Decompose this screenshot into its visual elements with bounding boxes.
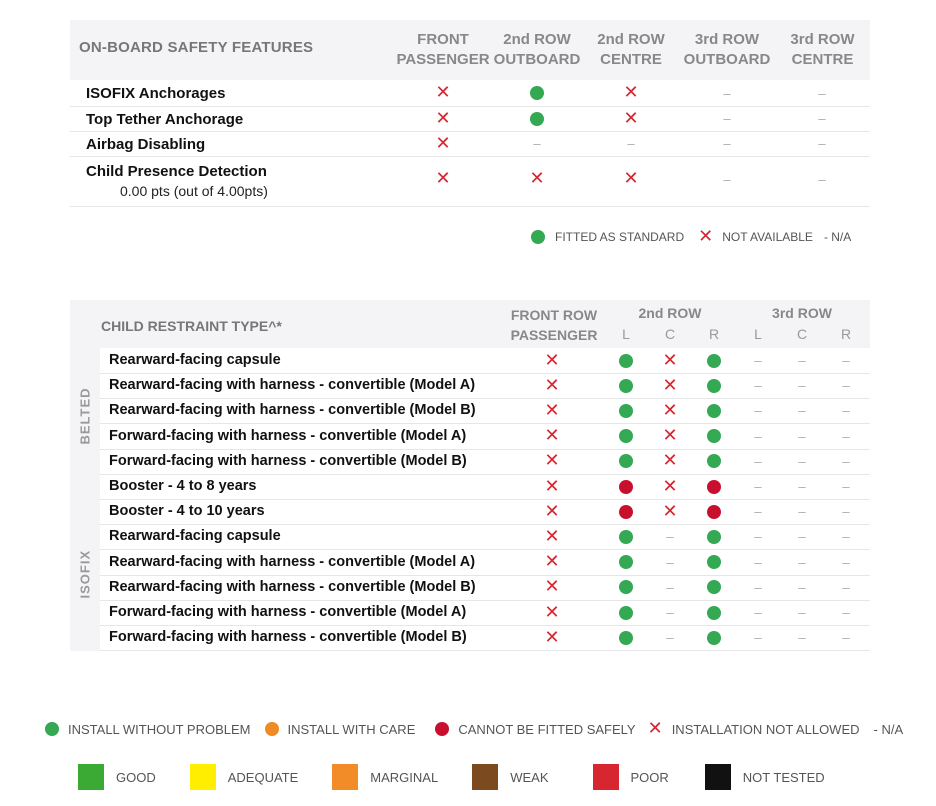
red-x-icon: ✕ (662, 500, 678, 522)
legend-cannot-fit: CANNOT BE FITTED SAFELY (458, 721, 636, 737)
sub-col-3rd-r: R (840, 326, 852, 342)
col-3rd-row: 3rd ROW (772, 305, 832, 321)
dash-icon: – (798, 529, 806, 545)
restraint-row (100, 600, 870, 626)
feature-row (70, 156, 870, 207)
not-tested-swatch (705, 764, 731, 790)
restraint-cell (746, 625, 770, 650)
install-legend (45, 720, 903, 738)
restraint-cell (540, 524, 564, 549)
restraint-label: Rearward-facing with harness - convertible (Model A) (109, 553, 476, 570)
dash-icon: – (842, 403, 850, 419)
dash-icon: – (533, 136, 541, 151)
restraint-cell (790, 499, 814, 524)
rating-weak: WEAK (510, 769, 549, 785)
green-dot-icon (619, 530, 633, 544)
red-x-icon: ✕ (544, 425, 560, 447)
restraint-label: Booster - 4 to 10 years (109, 503, 265, 520)
safety-features-table (70, 20, 870, 206)
restraint-cell (746, 550, 770, 575)
dash-icon: – (754, 428, 762, 444)
weak-swatch (472, 764, 498, 790)
feature-cell (616, 156, 646, 202)
red-x-icon: ✕ (544, 525, 560, 547)
red-x-icon: ✕ (544, 374, 560, 396)
red-x-icon: ✕ (544, 576, 560, 598)
restraint-cell (614, 424, 638, 449)
restraint-cell (834, 575, 858, 600)
green-dot-icon (707, 530, 721, 544)
red-x-icon: ✕ (544, 551, 560, 573)
dash-icon: – (723, 171, 731, 187)
restraint-row (100, 625, 870, 651)
sub-col-2nd-l: L (622, 326, 630, 342)
restraint-cell (790, 424, 814, 449)
restraint-row (100, 424, 870, 450)
feature-cell (712, 80, 742, 106)
feature-label: Top Tether Anchorage (86, 111, 244, 128)
restraint-cell (540, 474, 564, 499)
dash-icon: – (818, 111, 826, 126)
dash-icon: – (723, 85, 731, 101)
restraint-cell (702, 550, 726, 575)
feature-row (70, 131, 870, 157)
red-x-icon: ✕ (544, 450, 560, 472)
green-dot-icon (707, 631, 721, 645)
restraint-cell (702, 373, 726, 398)
green-dot-icon (530, 112, 544, 126)
dash-icon: – (754, 403, 762, 419)
dash-icon: – (666, 529, 674, 545)
features-legend (531, 228, 851, 247)
restraint-cell (540, 373, 564, 398)
dash-icon: – (754, 630, 762, 646)
red-x-icon: ✕ (623, 107, 639, 129)
feature-cell (807, 156, 837, 202)
restraint-cell (790, 625, 814, 650)
green-dot-icon (531, 230, 545, 244)
restraint-cell (834, 625, 858, 650)
red-x-icon: ✕ (662, 425, 678, 447)
feature-cell (616, 106, 646, 131)
restraint-label: Booster - 4 to 8 years (109, 478, 257, 494)
dash-icon: – (798, 403, 806, 419)
restraint-label: Forward-facing with harness - convertible (Model B) (109, 629, 467, 646)
feature-cell (428, 131, 458, 156)
restraint-cell (614, 550, 638, 575)
red-x-icon: ✕ (662, 374, 678, 396)
restraint-cell (746, 424, 770, 449)
restraint-cell (834, 424, 858, 449)
restraint-cell (540, 550, 564, 575)
restraint-row (100, 398, 870, 424)
restraint-cell (746, 499, 770, 524)
restraint-cell (614, 575, 638, 600)
green-dot-icon (619, 555, 633, 569)
red-x-icon: ✕ (529, 168, 545, 189)
restraint-row (100, 499, 870, 525)
col-front-passenger: FRONT PASSENGER (396, 31, 490, 68)
legend-na: - N/A (873, 721, 904, 737)
restraint-cell (540, 348, 564, 373)
restraint-cell (658, 550, 682, 575)
red-dot-icon (707, 480, 721, 494)
restraint-row (100, 575, 870, 601)
restraint-cell (540, 600, 564, 625)
legend-not-available: NOT AVAILABLE (722, 230, 813, 244)
restraint-label: Rearward-facing with harness - convertible (Model A) (109, 377, 476, 394)
red-x-icon: ✕ (698, 226, 714, 247)
restraint-cell (614, 449, 638, 474)
feature-label: ISOFIX Anchorages (86, 85, 226, 102)
sub-col-2nd-c: C (664, 326, 676, 342)
dash-icon: – (666, 605, 674, 620)
red-x-icon: ✕ (435, 132, 451, 154)
restraint-cell (658, 373, 682, 398)
rating-poor: POOR (630, 769, 669, 785)
restraint-cell (614, 474, 638, 499)
green-dot-icon (707, 454, 721, 468)
restraint-cell (702, 524, 726, 549)
feature-cell (428, 156, 458, 202)
feature-label: Airbag Disabling (86, 136, 206, 153)
green-dot-icon (619, 580, 633, 594)
red-dot-icon (619, 505, 633, 519)
group-belted (70, 348, 100, 525)
dash-icon: – (754, 353, 762, 368)
rating-marginal: MARGINAL (370, 769, 439, 785)
restraint-row (100, 550, 870, 576)
restraint-cell (834, 373, 858, 398)
red-x-icon: ✕ (623, 168, 639, 189)
restraint-cell (702, 575, 726, 600)
feature-label: Child Presence Detection (86, 163, 267, 180)
restraint-cell (658, 600, 682, 625)
restraint-cell (658, 575, 682, 600)
restraint-cell (834, 499, 858, 524)
restraint-cell (834, 348, 858, 373)
green-dot-icon (707, 555, 721, 569)
red-x-icon: ✕ (647, 718, 663, 739)
green-dot-icon (707, 580, 721, 594)
restraint-cell (658, 348, 682, 373)
restraint-label: Rearward-facing with harness - convertible (Model B) (109, 578, 476, 595)
green-dot-icon (619, 429, 633, 443)
legend-install-without-problem: INSTALL WITHOUT PROBLEM (68, 721, 251, 737)
green-dot-icon (707, 379, 721, 393)
red-x-icon: ✕ (435, 82, 451, 103)
dash-icon: – (842, 504, 850, 520)
restraint-cell (746, 373, 770, 398)
restraint-cell (614, 600, 638, 625)
feature-cell (522, 156, 552, 202)
dash-icon: – (818, 171, 826, 187)
restraint-cell (658, 474, 682, 499)
group-label-isofix: ISOFIX (77, 549, 93, 599)
dash-icon: – (666, 554, 674, 570)
restraint-cell (614, 524, 638, 549)
green-dot-icon (619, 404, 633, 418)
restraint-cell (540, 424, 564, 449)
restraint-cell (790, 474, 814, 499)
red-x-icon: ✕ (544, 626, 560, 648)
dash-icon: – (754, 504, 762, 520)
feature-row (70, 80, 870, 107)
feature-cell (522, 131, 552, 156)
dash-icon: – (818, 136, 826, 151)
dash-icon: – (798, 479, 806, 494)
dash-icon: – (842, 378, 850, 394)
green-dot-icon (619, 354, 633, 368)
red-x-icon: ✕ (662, 450, 678, 472)
restraint-cell (834, 449, 858, 474)
green-dot-icon (707, 404, 721, 418)
col-3rd-row-outboard: 3rd ROW OUTBOARD (683, 31, 771, 68)
restraint-label: Forward-facing with harness - convertible (Model B) (109, 452, 467, 469)
restraint-cell (614, 373, 638, 398)
col-front-row-passenger: FRONT ROW PASSENGER (510, 307, 598, 343)
restraint-cell (702, 398, 726, 423)
rating-good: GOOD (116, 769, 156, 785)
poor-swatch (593, 764, 619, 790)
restraint-cell (746, 524, 770, 549)
restraint-cell (614, 499, 638, 524)
dash-icon: – (798, 428, 806, 444)
restraint-cell (746, 398, 770, 423)
restraint-cell (658, 398, 682, 423)
dash-icon: – (842, 630, 850, 646)
restraint-cell (658, 625, 682, 650)
sub-col-3rd-l: L (754, 326, 762, 342)
dash-icon: – (754, 605, 762, 620)
restraint-row (100, 348, 870, 374)
dash-icon: – (666, 579, 674, 595)
sub-col-2nd-r: R (708, 326, 720, 342)
green-dot-icon (619, 631, 633, 645)
dash-icon: – (818, 85, 826, 101)
restraint-cell (790, 449, 814, 474)
restraint-cell (658, 449, 682, 474)
restraint-cell (702, 625, 726, 650)
marginal-swatch (332, 764, 358, 790)
red-x-icon: ✕ (435, 168, 451, 189)
restraint-table-header (70, 300, 870, 348)
features-table-title: ON-BOARD SAFETY FEATURES (79, 39, 314, 56)
feature-cell (428, 106, 458, 131)
dash-icon: – (798, 504, 806, 520)
legend-na: - N/A (823, 230, 852, 244)
dash-icon: – (754, 479, 762, 494)
dash-icon: – (723, 111, 731, 126)
restraint-cell (702, 474, 726, 499)
green-dot-icon (45, 722, 59, 736)
restraint-cell (834, 600, 858, 625)
rating-not-tested: NOT TESTED (742, 769, 825, 785)
dash-icon: – (666, 630, 674, 646)
legend-not-allowed: INSTALLATION NOT ALLOWED (671, 721, 860, 737)
dash-icon: – (842, 579, 850, 595)
group-label-belted: BELTED (77, 387, 93, 445)
red-x-icon: ✕ (544, 601, 560, 623)
red-x-icon: ✕ (544, 399, 560, 421)
dash-icon: – (754, 554, 762, 570)
rating-adequate: ADEQUATE (227, 769, 299, 785)
feature-cell (712, 156, 742, 202)
feature-cell (616, 80, 646, 106)
features-table-header (70, 20, 870, 80)
red-dot-icon (435, 722, 449, 736)
restraint-cell (834, 524, 858, 549)
restraint-row (100, 373, 870, 399)
restraint-cell (834, 474, 858, 499)
restraint-cell (702, 600, 726, 625)
feature-cell (712, 106, 742, 131)
red-x-icon: ✕ (623, 82, 639, 103)
restraint-label: Forward-facing with harness - convertible (Model A) (109, 604, 467, 620)
restraint-cell (790, 600, 814, 625)
restraint-cell (614, 398, 638, 423)
orange-dot-icon (265, 722, 279, 736)
col-2nd-row-centre: 2nd ROW CENTRE (597, 31, 665, 68)
good-swatch (78, 764, 104, 790)
dash-icon: – (842, 353, 850, 368)
dash-icon: – (798, 554, 806, 570)
dash-icon: – (754, 453, 762, 469)
feature-cell (522, 80, 552, 106)
restraint-cell (540, 625, 564, 650)
red-x-icon: ✕ (662, 349, 678, 371)
adequate-swatch (190, 764, 216, 790)
feature-cell (712, 131, 742, 156)
restraint-cell (540, 575, 564, 600)
red-dot-icon (707, 505, 721, 519)
dash-icon: – (754, 529, 762, 545)
restraint-cell (834, 398, 858, 423)
feature-cell (807, 106, 837, 131)
feature-cell (428, 80, 458, 106)
restraint-cell (702, 424, 726, 449)
restraint-cell (790, 398, 814, 423)
dash-icon: – (842, 479, 850, 494)
col-2nd-row: 2nd ROW (638, 305, 702, 321)
feature-cell (807, 131, 837, 156)
restraint-label: Rearward-facing with harness - convertible (Model B) (109, 402, 476, 419)
red-x-icon: ✕ (662, 399, 678, 421)
restraint-cell (746, 348, 770, 373)
restraint-cell (702, 499, 726, 524)
restraint-cell (790, 575, 814, 600)
red-x-icon: ✕ (544, 500, 560, 522)
dash-icon: – (798, 630, 806, 646)
green-dot-icon (619, 606, 633, 620)
restraint-cell (790, 550, 814, 575)
green-dot-icon (707, 354, 721, 368)
col-2nd-row-outboard: 2nd ROW OUTBOARD (493, 31, 581, 68)
legend-fitted: FITTED AS STANDARD (555, 230, 685, 244)
dash-icon: – (842, 605, 850, 620)
restraint-cell (790, 524, 814, 549)
green-dot-icon (619, 454, 633, 468)
sub-col-3rd-c: C (796, 326, 808, 342)
dash-icon: – (798, 378, 806, 394)
restraint-cell (746, 449, 770, 474)
restraint-cell (540, 499, 564, 524)
dash-icon: – (842, 453, 850, 469)
green-dot-icon (707, 429, 721, 443)
restraint-cell (746, 474, 770, 499)
green-dot-icon (707, 606, 721, 620)
rating-legend (78, 764, 825, 790)
restraint-cell (614, 625, 638, 650)
dash-icon: – (798, 353, 806, 368)
restraint-label: Forward-facing with harness - convertible (Model A) (109, 427, 467, 444)
restraint-label: Rearward-facing capsule (109, 528, 281, 545)
restraint-row (100, 449, 870, 475)
restraint-label: Rearward-facing capsule (109, 352, 281, 368)
green-dot-icon (530, 86, 544, 100)
restraint-row (100, 474, 870, 500)
group-isofix (70, 525, 100, 651)
dash-icon: – (754, 579, 762, 595)
feature-cell (522, 106, 552, 131)
restraint-cell (540, 449, 564, 474)
restraint-cell (834, 550, 858, 575)
dash-icon: – (798, 605, 806, 620)
feature-cell (616, 131, 646, 156)
restraint-cell (614, 348, 638, 373)
green-dot-icon (619, 379, 633, 393)
dash-icon: – (627, 136, 635, 151)
restraint-cell (658, 424, 682, 449)
restraint-row (100, 524, 870, 550)
restraint-cell (702, 449, 726, 474)
dash-icon: – (798, 453, 806, 469)
restraint-table-title: CHILD RESTRAINT TYPE^* (101, 318, 282, 334)
restraint-cell (790, 373, 814, 398)
restraint-cell (702, 348, 726, 373)
col-3rd-row-centre: 3rd ROW CENTRE (790, 31, 855, 68)
red-x-icon: ✕ (662, 475, 678, 497)
dash-icon: – (842, 428, 850, 444)
dash-icon: – (842, 529, 850, 545)
feature-cell (807, 80, 837, 106)
dash-icon: – (754, 378, 762, 394)
restraint-cell (790, 348, 814, 373)
restraint-cell (746, 600, 770, 625)
restraint-cell (658, 524, 682, 549)
dash-icon: – (842, 554, 850, 570)
legend-install-with-care: INSTALL WITH CARE (287, 721, 416, 737)
restraint-cell (746, 575, 770, 600)
feature-row (70, 106, 870, 132)
restraint-cell (658, 499, 682, 524)
feature-score: 0.00 pts (out of 4.00pts) (120, 183, 268, 199)
red-x-icon: ✕ (544, 349, 560, 371)
red-x-icon: ✕ (435, 107, 451, 129)
dash-icon: – (723, 136, 731, 151)
red-x-icon: ✕ (544, 475, 560, 497)
red-dot-icon (619, 480, 633, 494)
dash-icon: – (798, 579, 806, 595)
restraint-cell (540, 398, 564, 423)
